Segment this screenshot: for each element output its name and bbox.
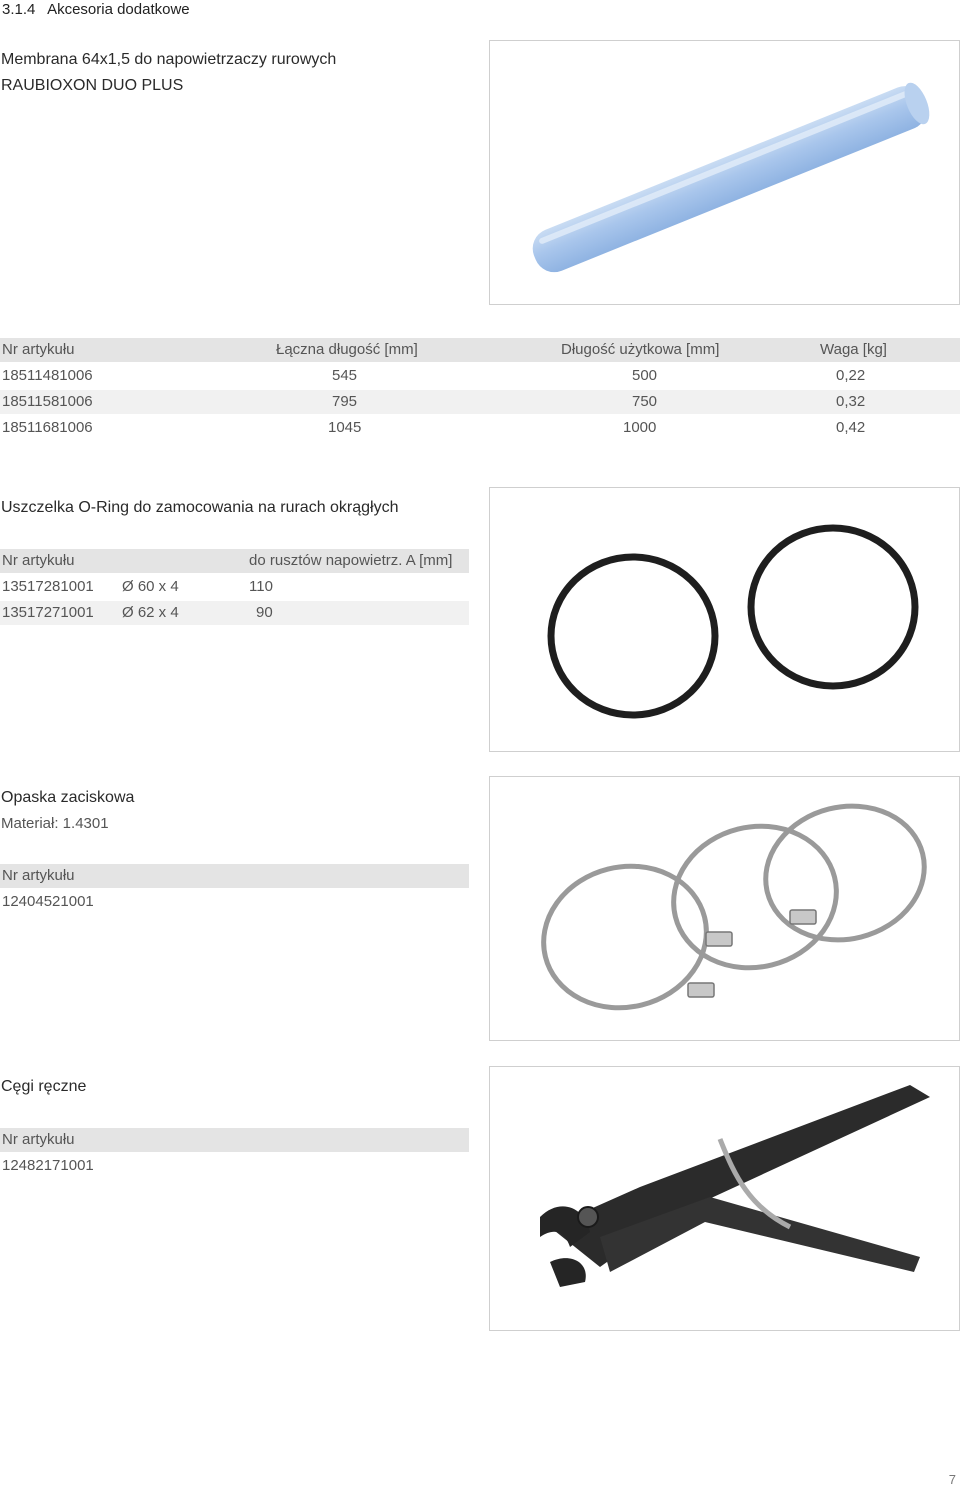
- membrana-table-header: [0, 338, 960, 362]
- cell-nr: 12404521001: [2, 893, 94, 910]
- cell-a: 90: [256, 604, 273, 621]
- table-row: [0, 575, 469, 599]
- tube-image: [490, 41, 959, 304]
- membrana-title-line1: Membrana 64x1,5 do napowietrzaczy rurowych: [1, 51, 337, 68]
- table-row: [0, 364, 960, 388]
- table-row: [0, 1154, 469, 1178]
- oring-image: [490, 488, 959, 751]
- section-number: 3.1.4: [2, 1, 36, 18]
- oring-photo: [489, 487, 960, 752]
- col-ruszt-a: do rusztów napowietrz. A [mm]: [249, 552, 453, 569]
- membrana-title-line2: RAUBIOXON DUO PLUS: [1, 77, 184, 94]
- pliers-image: [490, 1067, 959, 1330]
- cell-nr: 12482171001: [2, 1157, 94, 1174]
- clamp-photo: [489, 776, 960, 1041]
- cell-laczna: 795: [332, 393, 358, 410]
- table-row: [0, 601, 469, 625]
- page-number: 7: [948, 1472, 956, 1487]
- col-nr-artykulu: Nr artykułu: [2, 552, 75, 569]
- cell-uzytkowa: 750: [632, 393, 658, 410]
- cell-laczna: 1045: [328, 419, 362, 436]
- cell-nr: 18511581006: [2, 393, 93, 410]
- col-waga: Waga [kg]: [820, 341, 887, 358]
- cell-uzytkowa: 1000: [623, 419, 657, 436]
- oring-title: Uszczelka O-Ring do zamocowania na rurach okrągłych: [1, 499, 399, 516]
- opaska-material: Materiał: 1.4301: [1, 815, 109, 832]
- opaska-table-header: [0, 864, 469, 888]
- cell-wymiar: Ø 62 x 4: [122, 604, 179, 621]
- col-laczna-dlugosc: Łączna długość [mm]: [276, 341, 418, 358]
- cell-uzytkowa: 500: [632, 367, 658, 384]
- table-row: [0, 390, 960, 414]
- col-nr-artykulu: Nr artykułu: [2, 341, 75, 358]
- section-title: Akcesoria dodatkowe: [47, 1, 190, 18]
- cell-waga: 0,22: [836, 367, 866, 384]
- cell-nr: 18511681006: [2, 419, 93, 436]
- oring-table-header: [0, 549, 469, 573]
- page-header: [0, 0, 190, 20]
- col-dlugosc-uzytkowa: Długość użytkowa [mm]: [561, 341, 720, 358]
- pliers-photo: [489, 1066, 960, 1331]
- cell-waga: 0,42: [836, 419, 866, 436]
- cell-waga: 0,32: [836, 393, 866, 410]
- cegi-table-header: [0, 1128, 469, 1152]
- cell-laczna: 545: [332, 367, 358, 384]
- cell-nr: 13517271001: [2, 604, 94, 621]
- col-nr-artykulu: Nr artykułu: [2, 1131, 75, 1148]
- cegi-title: Cęgi ręczne: [1, 1078, 87, 1095]
- cell-wymiar: Ø 60 x 4: [122, 578, 179, 595]
- cell-nr: 18511481006: [2, 367, 93, 384]
- table-row: [0, 416, 960, 440]
- opaska-title: Opaska zaciskowa: [1, 789, 135, 806]
- membrane-tube-photo: [489, 40, 960, 305]
- col-nr-artykulu: Nr artykułu: [2, 867, 75, 884]
- clamp-image: [490, 777, 959, 1040]
- table-row: [0, 890, 469, 914]
- cell-a: 110: [249, 578, 273, 595]
- cell-nr: 13517281001: [2, 578, 94, 595]
